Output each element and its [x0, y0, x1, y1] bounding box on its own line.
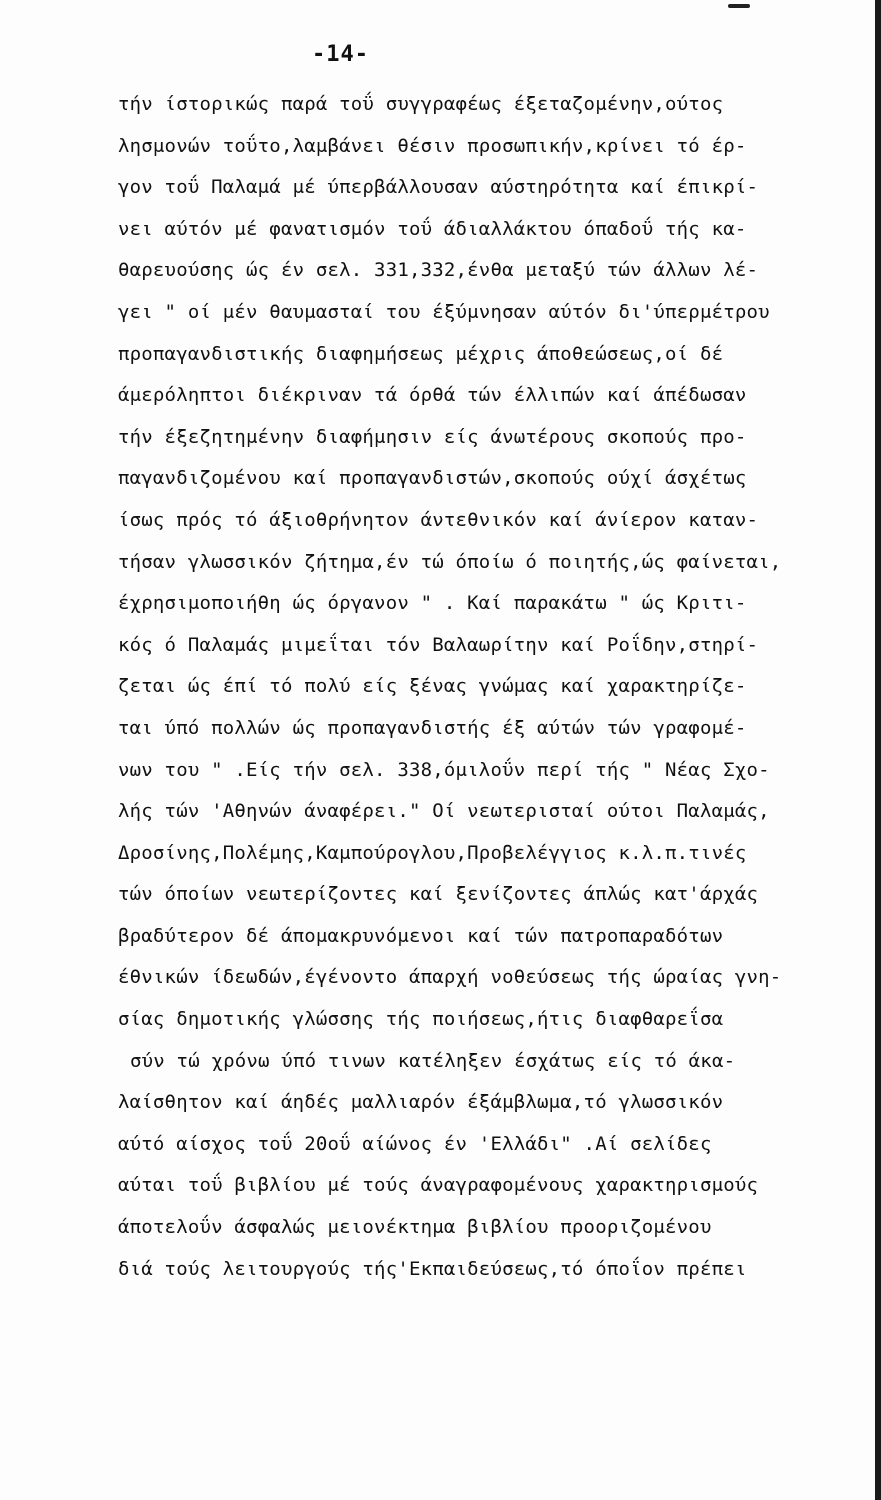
- text-line: νει αύτόν μέ φανατισμόν τοΰ άδιαλλάκτου όπαδοΰ τής κα-: [118, 217, 747, 240]
- text-line: θαρευούσης ώς έν σελ. 331,332,ένθα μεταξύ τών άλλων λέ-: [118, 259, 759, 282]
- scan-edge: [875, 0, 881, 1500]
- text-line: νων του " .Είς τήν σελ. 338,όμιλοΰν περί τής " Νέας Σχο-: [118, 758, 770, 781]
- body-text: [118, 84, 863, 1290]
- text-line: γει " οί μέν θαυμασταί του έξύμνησαν αύτόν δι'ύπερμέτρου: [118, 300, 770, 323]
- text-line: λαίσθητον καί άηδές μαλλιαρόν έξάμβλωμα,τό γλωσσικόν: [118, 1091, 724, 1114]
- text-line: έχρησιμοποιήθη ώς όργανον " . Καί παρακάτω " ώς Κριτι-: [118, 592, 747, 615]
- text-line: ίσως πρός τό άξιοθρήνητον άντεθνικόν καί άνίερον καταν-: [118, 508, 759, 531]
- text-line: λησμονών τοΰτο,λαμβάνει θέσιν προσωπικήν,κρίνει τό έρ-: [118, 134, 747, 157]
- text-line: τήσαν γλωσσικόν ζήτημα,έν τώ όποίω ό ποιητής,ώς φαίνεται,: [118, 550, 782, 573]
- text-line: Δροσίνης,Πολέμης,Καμπούρογλου,Προβελέγγιος κ.λ.π.τινές: [118, 841, 747, 864]
- text-line: σίας δημοτικής γλώσσης τής ποιήσεως,ήτις διαφθαρεΐσα: [118, 1008, 724, 1031]
- text-line: βραδύτερον δέ άπομακρυνόμενοι καί τών πατροπαραδότων: [118, 924, 724, 947]
- text-line: τήν έξεζητημένην διαφήμησιν είς άνωτέρους σκοπούς προ-: [118, 425, 747, 448]
- text-line: κός ό Παλαμάς μιμεΐται τόν Βαλαωρίτην καί Ροΐδην,στηρί-: [118, 633, 759, 656]
- text-line: ζεται ώς έπί τό πολύ είς ξένας γνώμας καί χαρακτηρίζε-: [118, 675, 747, 698]
- text-line: σύν τώ χρόνω ύπό τινων κατέληξεν έσχάτως είς τό άκα-: [130, 1049, 736, 1072]
- text-line: αύτό αίσχος τοΰ 20οΰ αίώνος έν 'Ελλάδι" .Αί σελίδες: [118, 1132, 712, 1155]
- text-line: έθνικών ίδεωδών,έγένοντο άπαρχή νοθεύσεως τής ώραίας γνη-: [118, 966, 782, 989]
- text-line: προπαγανδιστικής διαφημήσεως μέχρις άποθεώσεως,οί δέ: [118, 342, 724, 365]
- text-line: παγανδιζομένου καί προπαγανδιστών,σκοπούς ούχί άσχέτως: [118, 467, 747, 490]
- text-line: γον τοΰ Παλαμά μέ ύπερβάλλουσαν αύστηρότητα καί έπικρί-: [118, 176, 759, 199]
- text-line: άμερόληπτοι διέκριναν τά όρθά τών έλλιπών καί άπέδωσαν: [118, 384, 747, 407]
- text-line: άποτελοΰν άσφαλώς μειονέκτημα βιβλίου προοριζομένου: [118, 1216, 712, 1239]
- text-line: διά τούς λειτουργούς τής'Εκπαιδεύσεως,τό όποΐον πρέπει: [118, 1257, 747, 1280]
- text-line: αύται τοΰ βιβλίου μέ τούς άναγραφομένους χαρακτηρισμούς: [118, 1174, 759, 1197]
- scan-mark: [728, 4, 750, 8]
- page-number: -14-: [312, 42, 369, 67]
- text-line: λής τών 'Αθηνών άναφέρει." Οί νεωτερισταί ούτοι Παλαμάς,: [118, 800, 770, 823]
- text-line: ται ύπό πολλών ώς προπαγανδιστής έξ αύτών τών γραφομέ-: [118, 716, 747, 739]
- text-line: τών όποίων νεωτερίζοντες καί ξενίζοντες άπλώς κατ'άρχάς: [118, 883, 759, 906]
- text-line: τήν ίστορικώς παρά τοΰ συγγραφέως έξεταζομένην,ούτος: [118, 93, 724, 115]
